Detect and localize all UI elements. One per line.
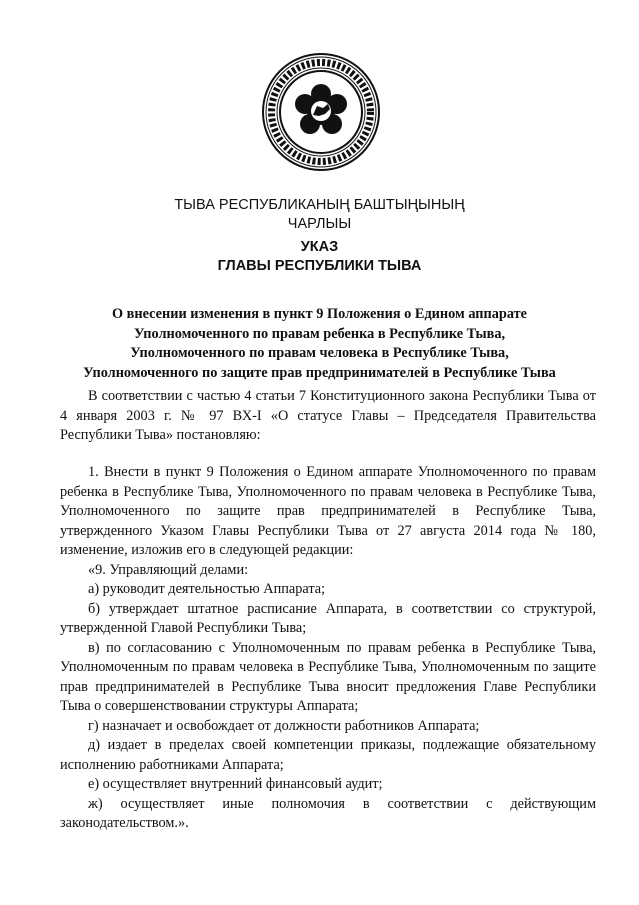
coat-of-arms-emblem: [261, 52, 381, 172]
paragraph: 1. Внести в пункт 9 Положения о Едином аппарате Уполномоченного по правам ребенка в Республике Тыва, Уполномоченного по правам человека в Республике Тыва, Уполномоченного по защите прав предпринимателей в Республике Тыва, утвержденного Указом Главы Республики Тыва от 27 августа 2014 года № 180, изменение, изложив его в следующей редакции:: [60, 464, 596, 558]
title-line: Уполномоченного по правам ребенка в Республике Тыва,: [133, 325, 506, 342]
preamble-text: В соответствии с частью 4 статьи 7 Конституционного закона Республики Тыва от 4 января 2003 г. № 97 ВХ-I «О статусе Главы – Председателя Правительства Республики Тыва» постановляю:: [60, 388, 596, 443]
title-line: Уполномоченного по правам человека в Республике Тыва,: [130, 345, 509, 361]
tuvan-header-line1: ТЫВА РЕСПУБЛИКАНЫҢ БАШТЫҢЫНЫҢ: [174, 197, 465, 213]
paragraph: ж) осуществляет иные полномочия в соответствии с действующим законодательством.».: [60, 795, 596, 831]
russian-header: [0, 238, 639, 276]
preamble: [60, 387, 596, 446]
issuer: ГЛАВЫ РЕСПУБЛИКИ ТЫВА: [217, 258, 422, 274]
emblem-icon: [261, 52, 381, 172]
document-title: [40, 305, 599, 383]
paragraph: е) осуществляет внутренний финансовый аудит;: [88, 776, 383, 792]
tuvan-header-line2: ЧАРЛЫЫ: [287, 216, 352, 232]
paragraph: «9. Управляющий делами:: [88, 561, 249, 578]
paragraph: д) издает в пределах своей компетенции приказы, подлежащие обязательному исполнению работниками Аппарата;: [60, 737, 596, 773]
paragraph: б) утверждает штатное расписание Аппарата, в соответствии со структурой, утвержденной Главой Республики Тыва;: [60, 600, 596, 636]
paragraph: а) руководит деятельностью Аппарата;: [88, 581, 326, 597]
title-line: Уполномоченного по защите прав предпринимателей в Республике Тыва: [83, 364, 556, 381]
title-line: О внесении изменения в пункт 9 Положения о Едином аппарате: [111, 306, 528, 322]
tuvan-header: [0, 196, 639, 234]
document-type: УКАЗ: [300, 239, 339, 255]
paragraph: в) по согласованию с Уполномоченным по правам ребенка в Республике Тыва, Уполномоченным по правам человека в Республике Тыва, Уполномоченным по защите прав предпринимателей в Республике Тыва вносит предложения Главе Республики Тыва о совершенствовании структуры Аппарата;: [60, 639, 596, 714]
document-body: [60, 463, 596, 834]
paragraph: г) назначает и освобождает от должности работников Аппарата;: [88, 717, 480, 734]
